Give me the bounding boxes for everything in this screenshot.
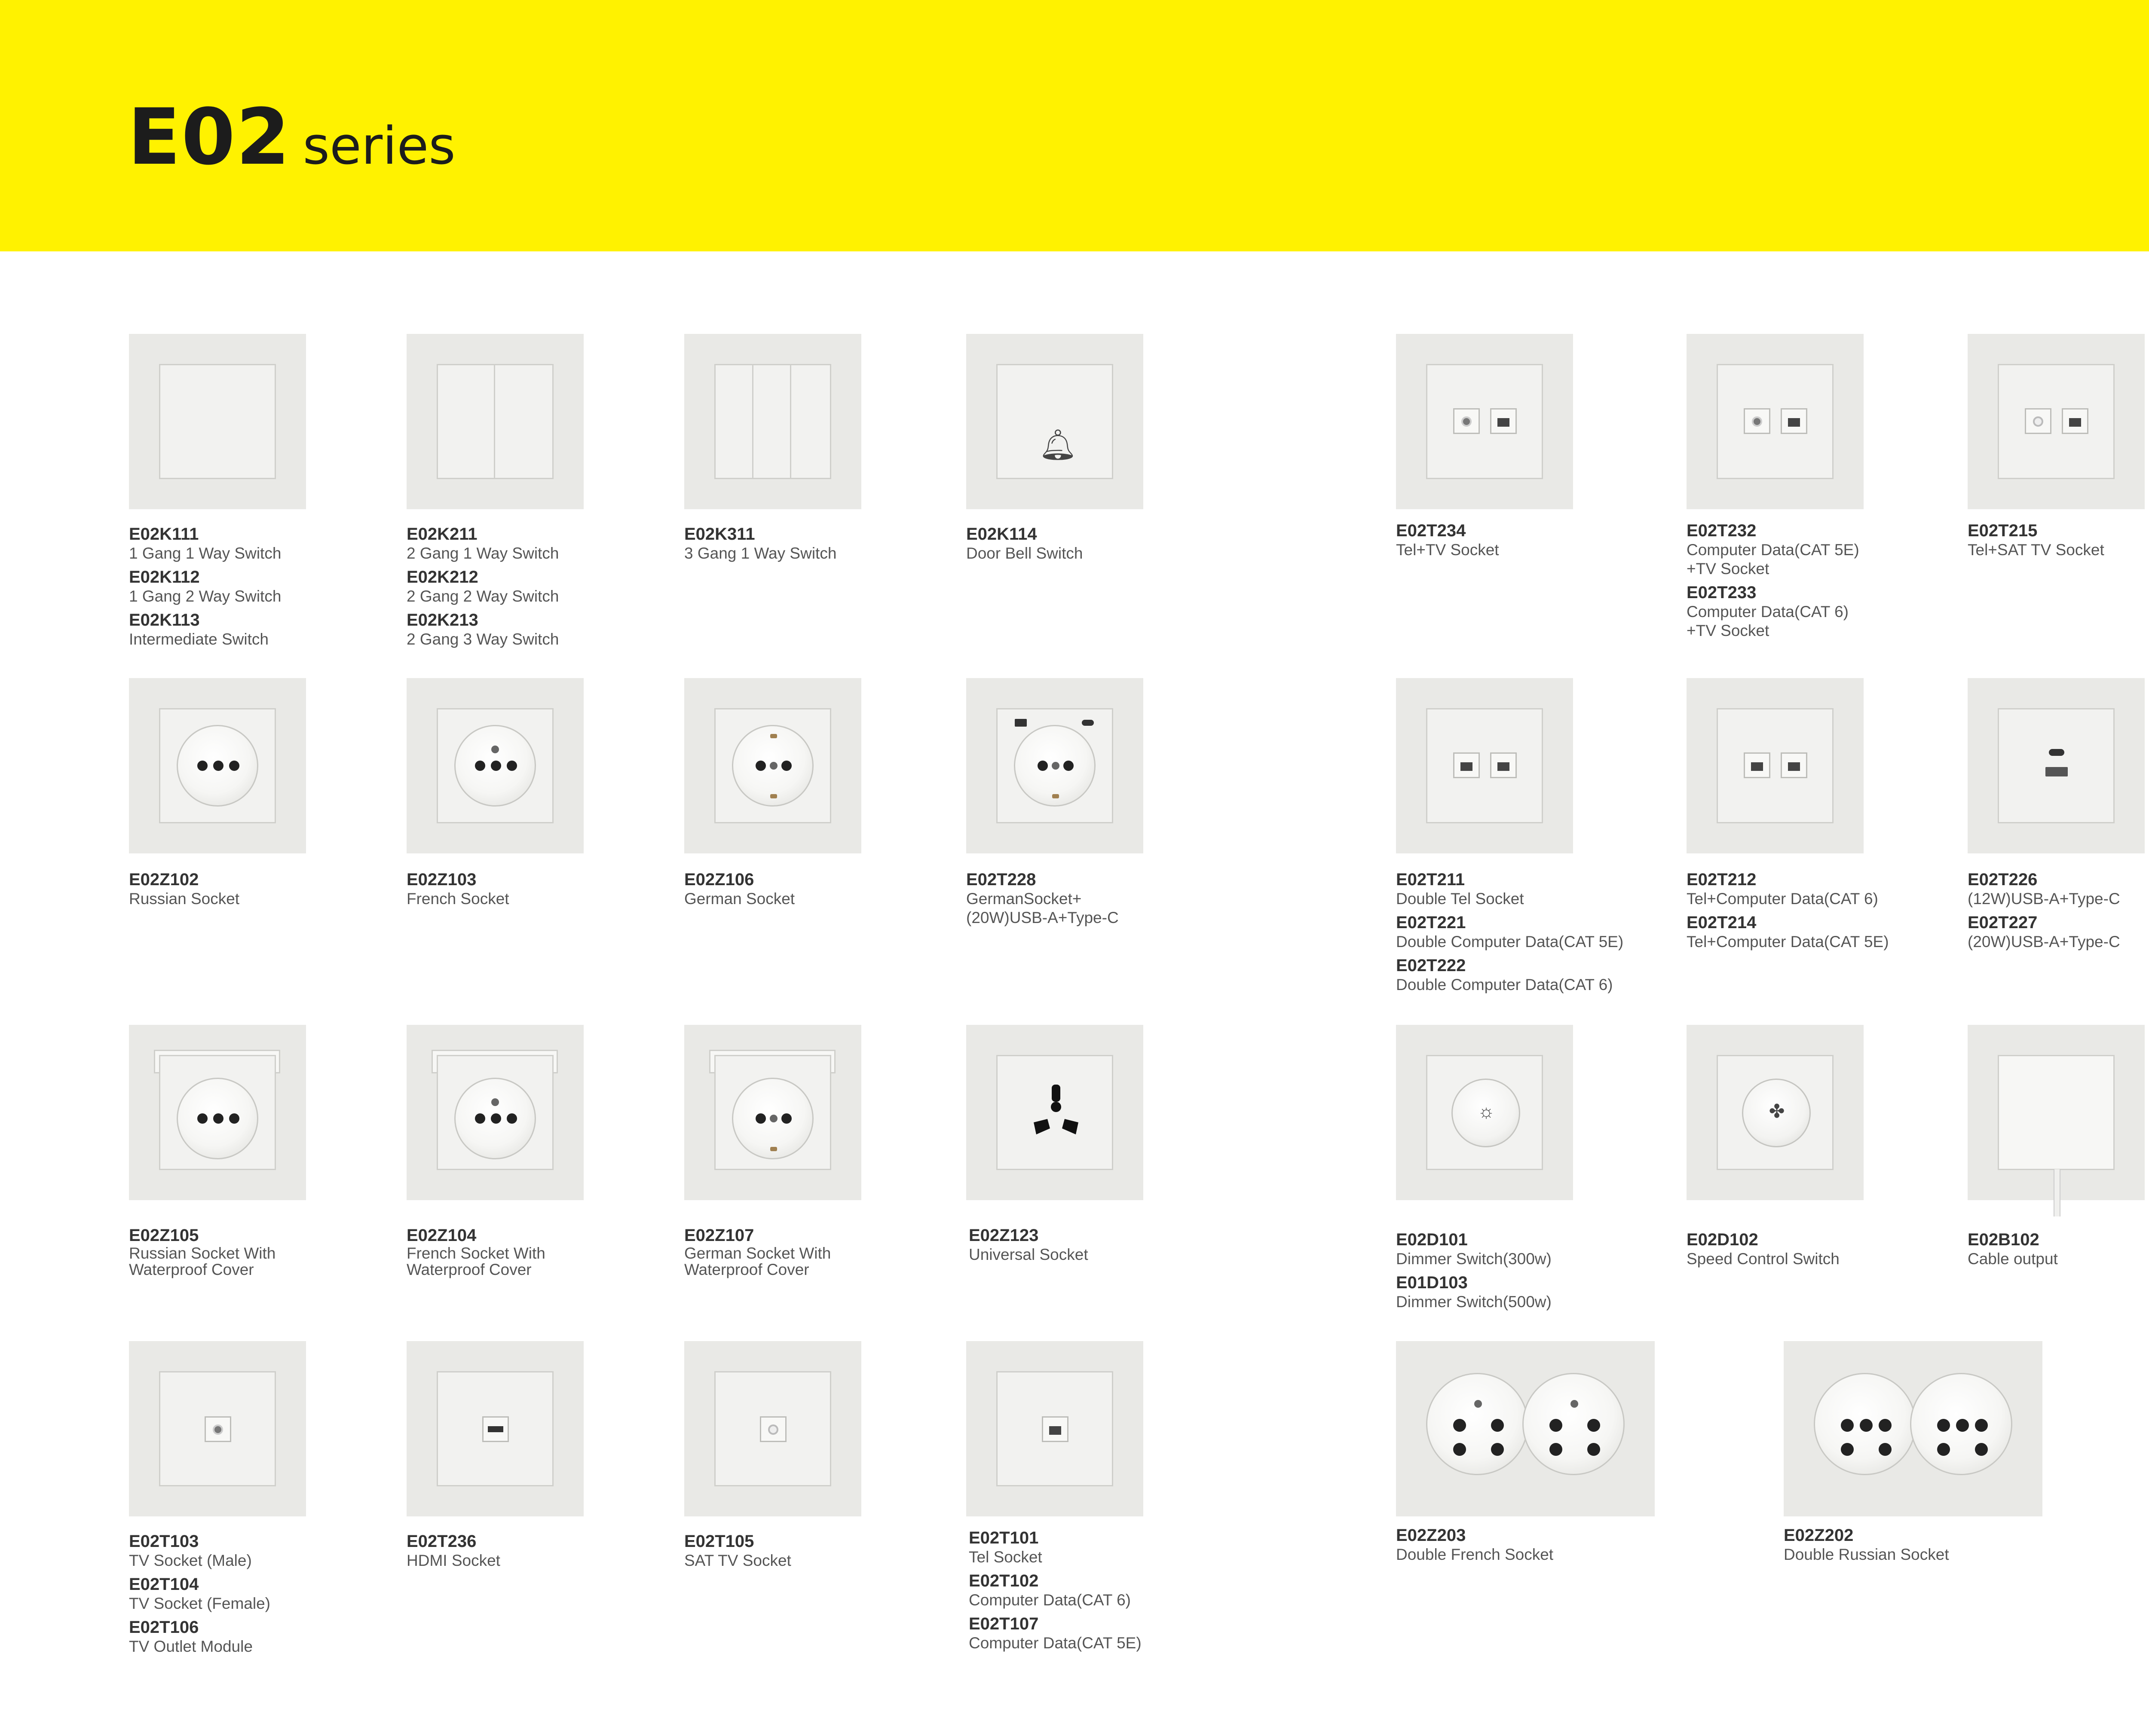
- product-label-e02z203: E02Z203 Double French Socket: [1396, 1526, 1554, 1563]
- fan-icon: ✤: [1769, 1101, 1785, 1122]
- product-label-e02t21x: E02T211 Double Tel Socket E02T221 Double Computer Data(CAT 5E) E02T222 Double Computer Data(CAT 6): [1396, 870, 1624, 993]
- product-label-e02z107: E02Z107 German Socket With Waterproof Cover: [684, 1226, 831, 1278]
- product-image-e02t226: [1968, 678, 2145, 853]
- series-name: E02: [128, 92, 291, 182]
- product-image-e02z106: [684, 678, 861, 853]
- product-label-e02d102: E02D102 Speed Control Switch: [1687, 1230, 1840, 1268]
- product-image-e02z123: [966, 1025, 1143, 1200]
- product-label-e02t105: E02T105 SAT TV Socket: [684, 1532, 791, 1569]
- product-label-e02k114: E02K114 Door Bell Switch: [966, 525, 1083, 562]
- product-label-e02t212: E02T212 Tel+Computer Data(CAT 6) E02T214 Tel+Computer Data(CAT 5E): [1687, 870, 1889, 951]
- cable: [2054, 1169, 2060, 1216]
- product-image-e02z105: [129, 1025, 306, 1200]
- product-label-e02k2xx: E02K211 2 Gang 1 Way Switch E02K212 2 Gang 2 Way Switch E02K213 2 Gang 3 Way Switch: [407, 525, 559, 648]
- product-image-e02z107: [684, 1025, 861, 1200]
- product-image-e02k114: [966, 334, 1143, 509]
- product-label-e02k1xx: E02K111 1 Gang 1 Way Switch E02K112 1 Gang 2 Way Switch E02K113 Intermediate Switch: [129, 525, 282, 648]
- hdmi-port: [488, 1426, 503, 1432]
- product-image-e02t232: [1687, 334, 1864, 509]
- product-label-e02t228: E02T228 GermanSocket+ (20W)USB-A+Type-C: [966, 870, 1119, 926]
- product-image-e02t215: [1968, 334, 2145, 509]
- product-label-e02k311: E02K311 3 Gang 1 Way Switch: [684, 525, 837, 562]
- universal-socket-icon: [1030, 1084, 1082, 1140]
- product-label-e02t234: E02T234 Tel+TV Socket: [1396, 521, 1499, 559]
- product-image-e02d101: [1396, 1025, 1573, 1200]
- product-image-e02t212: [1687, 678, 1864, 853]
- product-image-e02k311: [684, 334, 861, 509]
- usb-c-port: [2049, 749, 2064, 756]
- product-label-e02t226: E02T226 (12W)USB-A+Type-C E02T227 (20W)USB-A+Type-C: [1968, 870, 2120, 951]
- series-word: series: [303, 116, 456, 176]
- product-image-e02t228: [966, 678, 1143, 853]
- product-image-e02z104: [407, 1025, 584, 1200]
- product-label-e02z104: E02Z104 French Socket With Waterproof Cover: [407, 1226, 545, 1278]
- product-image-e02z102: [129, 678, 306, 853]
- product-label-e02d101: E02D101 Dimmer Switch(300w) E01D103 Dimmer Switch(500w): [1396, 1230, 1552, 1311]
- usb-c-port: [1082, 720, 1094, 726]
- product-label-e02t215: E02T215 Tel+SAT TV Socket: [1968, 521, 2104, 559]
- product-image-e02k211: [407, 334, 584, 509]
- product-label-e02t10x: E02T103 TV Socket (Male) E02T104 TV Socket (Female) E02T106 TV Outlet Module: [129, 1532, 270, 1655]
- product-image-e02k111: [129, 334, 306, 509]
- product-label-e02t236: E02T236 HDMI Socket: [407, 1532, 500, 1569]
- product-image-e02z103: [407, 678, 584, 853]
- product-image-e02t103: [129, 1341, 306, 1516]
- product-image-e02d102: [1687, 1025, 1864, 1200]
- product-label-e02z102: E02Z102 Russian Socket: [129, 870, 240, 908]
- product-image-e02z202: [1784, 1341, 2042, 1516]
- bell-icon: 🔔︎: [1039, 428, 1077, 462]
- product-image-e02t211: [1396, 678, 1573, 853]
- product-label-e02b102: E02B102 Cable output: [1968, 1230, 2058, 1268]
- product-label-e02z106: E02Z106 German Socket: [684, 870, 795, 908]
- product-image-e02t101: [966, 1341, 1143, 1516]
- product-label-e02t101: E02T101 Tel Socket E02T102 Computer Data(CAT 6) E02T107 Computer Data(CAT 5E): [969, 1528, 1142, 1652]
- usb-a-port: [2045, 767, 2068, 776]
- light-bulb-icon: ☼: [1477, 1101, 1495, 1122]
- product-image-e02t236: [407, 1341, 584, 1516]
- product-label-e02z202: E02Z202 Double Russian Socket: [1784, 1526, 1949, 1563]
- product-label-e02z123: E02Z123 Universal Socket: [969, 1226, 1088, 1263]
- product-image-e02b102: [1968, 1025, 2145, 1200]
- product-image-e02z203: [1396, 1341, 1655, 1516]
- product-image-e02t234: [1396, 334, 1573, 509]
- product-label-e02z103: E02Z103 French Socket: [407, 870, 509, 908]
- product-image-e02t105: [684, 1341, 861, 1516]
- page-title: [128, 92, 456, 182]
- usb-a-port: [1015, 719, 1027, 727]
- product-label-e02z105: E02Z105 Russian Socket With Waterproof Cover: [129, 1226, 276, 1278]
- product-label-e02t232: E02T232 Computer Data(CAT 5E) +TV Socket E02T233 Computer Data(CAT 6) +TV Socket: [1687, 521, 1859, 639]
